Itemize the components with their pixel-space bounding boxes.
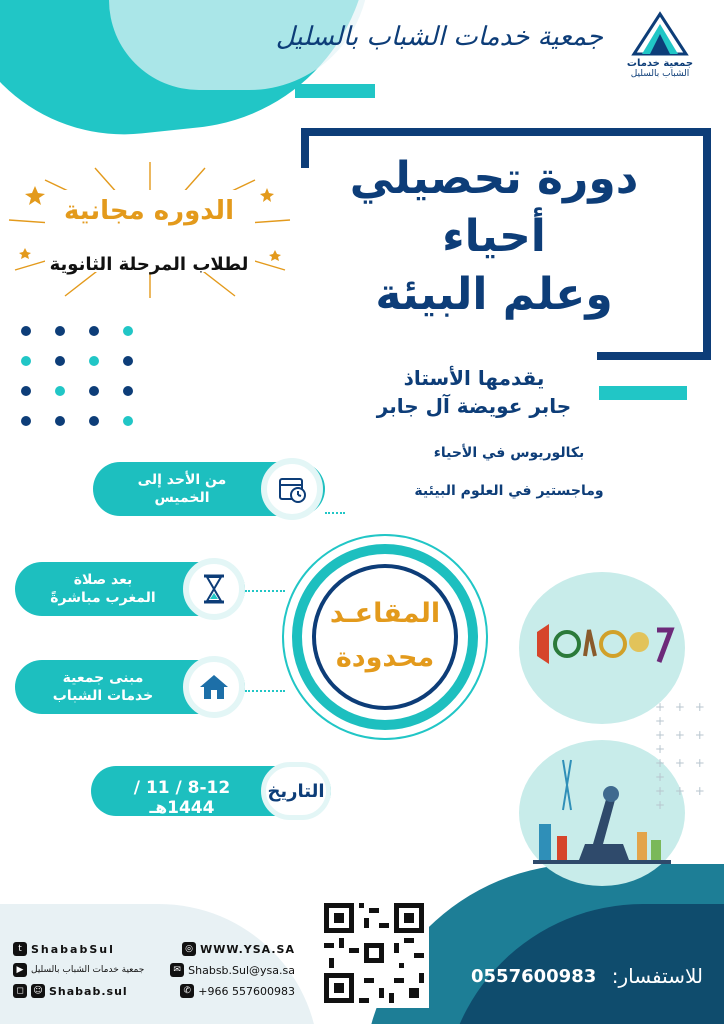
presenter: [330, 364, 620, 420]
title-frame-bottom: [598, 352, 712, 360]
title-frame-left: [302, 128, 310, 168]
degree-bachelor: بكالوريوس في الأحياء: [434, 445, 586, 461]
whatsapp-number: +966 557600983: [199, 984, 296, 998]
contact-row: [14, 942, 296, 956]
time-text-line2: المغرب مباشرةً: [51, 590, 157, 606]
youtube-icon: ▶: [14, 963, 28, 977]
instagram-handle: Shabab.sul: [50, 984, 129, 998]
free-course-label: الدوره مجانية: [65, 196, 235, 226]
limited-seats: [313, 592, 459, 680]
whatsapp-contact[interactable]: [181, 984, 296, 998]
course-title-line2: أحياء: [443, 211, 547, 262]
email-contact[interactable]: [171, 963, 296, 977]
course-title-line1: دورة تحصيلي: [350, 153, 640, 204]
twitter-contact[interactable]: [14, 942, 116, 956]
twitter-icon: t: [14, 942, 28, 956]
logo-line1: جمعية خدمات: [627, 58, 695, 69]
presenter-degrees: [390, 434, 630, 510]
inquiry-phone[interactable]: 0557600983: [472, 966, 598, 987]
dots-decoration: [22, 326, 142, 426]
email-address: Shabsb.Sul@ysa.sa: [189, 963, 296, 977]
contact-row: [14, 984, 296, 998]
organization-logo: [612, 10, 710, 79]
plus-pattern: + + + + + + + + + + + + + + + +: [656, 700, 709, 812]
inquiry-label: للاستفسار:: [612, 964, 704, 988]
calendar-clock-icon: [262, 458, 324, 520]
days-text: من الأحد إلى الخميس: [138, 472, 228, 506]
time-text-line1: بعد صلاة: [74, 572, 134, 588]
globe-icon: ◎: [183, 942, 197, 956]
place-text: [32, 669, 176, 705]
logo-mark-icon: [631, 10, 691, 56]
contact-row: [14, 963, 296, 977]
contact-block: [14, 942, 296, 1005]
seats-line2: محدودة: [336, 642, 436, 673]
seats-line1: المقاعـد: [330, 598, 442, 629]
connector-line: [326, 512, 346, 514]
email-icon: ✉: [171, 963, 185, 977]
home-icon: [184, 656, 246, 718]
organization-title: جمعية خدمات الشباب بالسليل: [276, 22, 604, 52]
logo-line2: الشباب بالسليل: [631, 69, 691, 79]
whatsapp-icon: ✆: [181, 984, 195, 998]
connector-line: [246, 690, 286, 692]
target-students-label: لطلاب المرحلة الثانوية: [50, 254, 250, 275]
qr-code[interactable]: [320, 898, 430, 1008]
youtube-channel: جمعية خدمات الشباب بالسليل: [32, 965, 146, 975]
hourglass-icon: [184, 558, 246, 620]
place-text-line2: خدمات الشباب: [53, 688, 155, 704]
place-text-line1: مبنى جمعية: [63, 670, 145, 686]
twitter-handle: ShababSul: [32, 942, 116, 956]
date-label: التاريخ: [262, 762, 332, 820]
snapchat-icon: ☺: [32, 984, 46, 998]
time-text: [32, 571, 176, 607]
presenter-name: جابر عويضة آل جابر: [377, 394, 573, 418]
teal-accent-bar: [296, 84, 376, 98]
starburst-decoration: [6, 160, 296, 300]
course-title: [330, 150, 660, 324]
date-value: 8-12 / 11 / 1444هـ: [134, 778, 232, 818]
connector-line: [246, 590, 286, 592]
website-url: WWW.YSA.SA: [201, 942, 296, 956]
presenter-line1: يقدمها الأستاذ: [404, 366, 546, 390]
instagram-icon: ◻: [14, 984, 28, 998]
course-title-line3: وعلم البيئة: [376, 269, 614, 320]
youtube-contact[interactable]: [14, 963, 145, 977]
instagram-contact[interactable]: [14, 984, 129, 998]
website-contact[interactable]: [183, 942, 296, 956]
degree-master: وماجستير في العلوم البيئية: [415, 483, 605, 499]
